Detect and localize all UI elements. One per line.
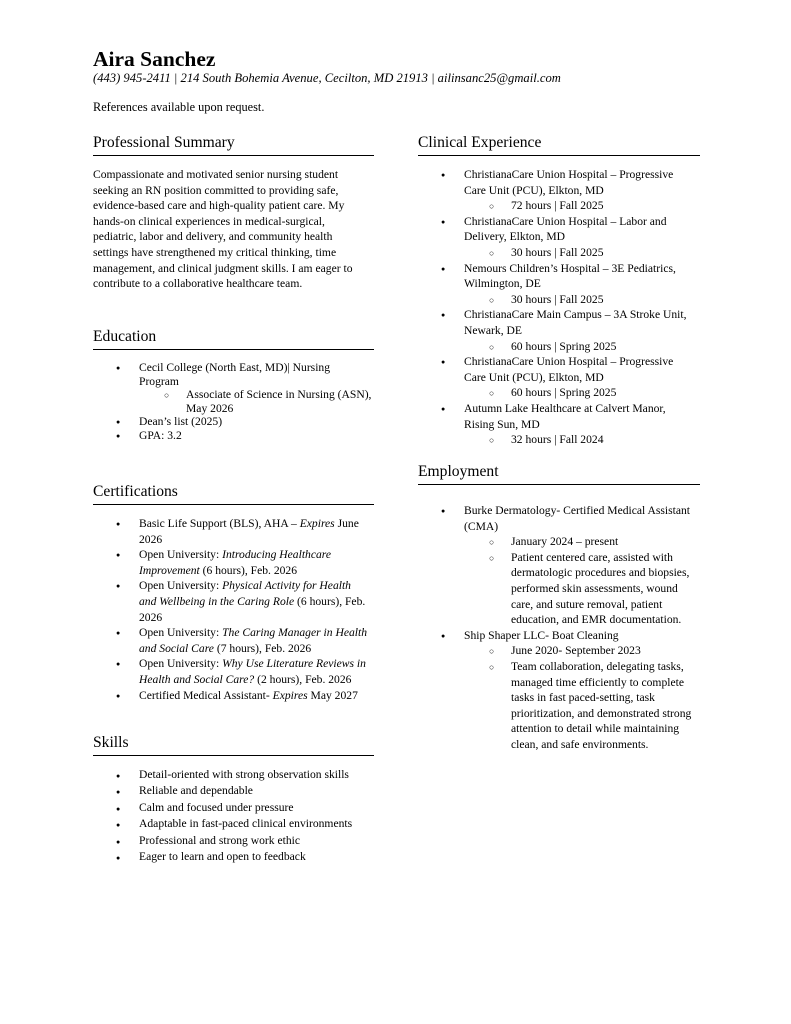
list-item — [93, 361, 374, 415]
clinical-hours: ○ 32 hours | Fall 2024 — [464, 432, 700, 448]
professional-summary-section — [93, 133, 374, 292]
skills-list — [93, 767, 374, 865]
skills-section — [93, 733, 374, 865]
list-item: ● Ship Shaper LLC- Boat Cleaning ○ June 2020- September 2023 ○ Team collaboration, delegating tasks, managed time efficiently to complete tasks in fast paced-setting, task prioritization, and demonstrated strong attention to detail while maintaining clean, and safe environments. — [418, 628, 700, 753]
school-line: Program — [139, 374, 179, 388]
education-section — [93, 327, 374, 443]
job-description: ○ Patient centered care, assisted with dermatologic procedures and biopsies, performed skin assessments, wound care, and suture removal, patient education, and EMR documentation. — [464, 550, 700, 628]
clinical-hours: ○ 60 hours | Spring 2025 — [464, 385, 700, 401]
list-item: ● ChristianaCare Union Hospital – Progressive Care Unit (PCU), Elkton, MD ○ 60 hours | Spring 2025 — [418, 354, 700, 401]
employment-section — [418, 462, 700, 753]
clinical-list — [418, 167, 700, 448]
education-list — [93, 361, 374, 443]
applicant-name: Aira Sanchez — [93, 47, 216, 71]
list-item: ● Calm and focused under pressure — [93, 800, 374, 816]
job-dates: ○ June 2020- September 2023 — [464, 643, 700, 659]
employment-list — [418, 503, 700, 753]
job-dates: ○ January 2024 – present — [464, 534, 700, 550]
list-item: ● GPA: 3.2 — [93, 429, 374, 443]
list-item: ● Dean’s list (2025) — [93, 415, 374, 429]
list-item: ● Certified Medical Assistant- Expires May 2027 — [93, 688, 374, 704]
list-item: ● ChristianaCare Union Hospital – Labor and Delivery, Elkton, MD ○ 30 hours | Fall 2025 — [418, 214, 700, 261]
clinical-hours: ○ 30 hours | Fall 2025 — [464, 245, 700, 261]
list-item: ● Open University: The Caring Manager in Health and Social Care (7 hours), Feb. 2026 — [93, 625, 374, 656]
clinical-experience-section — [418, 133, 700, 448]
certifications-list — [93, 516, 374, 703]
list-item: ● Open University: Introducing Healthcare Improvement (6 hours), Feb. 2026 — [93, 547, 374, 578]
list-item — [139, 388, 374, 415]
summary-line: contribute to a collaborative healthcare team. — [93, 277, 303, 291]
list-item: ● Reliable and dependable — [93, 783, 374, 799]
list-item: ● Adaptable in fast-paced clinical environments — [93, 816, 374, 832]
summary-line: pediatric, labor and delivery, and community health — [93, 230, 333, 244]
summary-line: hands-on clinical experiences in medical-surgical, — [93, 214, 325, 228]
contact-line: (443) 945-2411 | 214 South Bohemia Avenue, Cecilton, MD 21913 | ailinsanc25@gmail.com — [93, 71, 561, 85]
list-item: ● Autumn Lake Healthcare at Calvert Manor, Rising Sun, MD ○ 32 hours | Fall 2024 — [418, 401, 700, 448]
degree-line: Associate of Science in Nursing (ASN), — [186, 388, 372, 402]
section-title-clinical: Clinical Experience — [418, 133, 700, 156]
degree-list — [139, 388, 374, 415]
list-item: ● Professional and strong work ethic — [93, 833, 374, 849]
list-item: ● ChristianaCare Main Campus – 3A Stroke Unit, Newark, DE ○ 60 hours | Spring 2025 — [418, 307, 700, 354]
summary-line: management, and clinical judgment skills. I am eager to — [93, 261, 353, 275]
list-item: ● Open University: Physical Activity for Health and Wellbeing in the Caring Role (6 hours), Feb. 2026 — [93, 578, 374, 625]
list-item: ● Open University: Why Use Literature Reviews in Health and Social Care? (2 hours), Feb. 2026 — [93, 656, 374, 687]
summary-line: seeking an RN position committed to providing safe, — [93, 183, 339, 197]
list-item: ● Detail-oriented with strong observation skills — [93, 767, 374, 783]
clinical-hours: ○ 30 hours | Fall 2025 — [464, 292, 700, 308]
clinical-hours: ○ 72 hours | Fall 2025 — [464, 198, 700, 214]
section-title-skills: Skills — [93, 733, 374, 756]
list-item: ● ChristianaCare Union Hospital – Progressive Care Unit (PCU), Elkton, MD ○ 72 hours | Fall 2025 — [418, 167, 700, 214]
list-item: ● Basic Life Support (BLS), AHA – Expires June 2026 — [93, 516, 374, 547]
list-item: ● Eager to learn and open to feedback — [93, 849, 374, 865]
job-description: ○ Team collaboration, delegating tasks, managed time efficiently to complete tasks in fast paced-setting, task prioritization, and demonstrated strong attention to detail while maintaining clean, and safe environments. — [464, 659, 700, 753]
list-item: ● Nemours Children’s Hospital – 3E Pediatrics, Wilmington, DE ○ 30 hours | Fall 2025 — [418, 261, 700, 308]
school-line: Cecil College (North East, MD)| Nursing — [139, 361, 331, 374]
certifications-section — [93, 482, 374, 703]
summary-line: evidence-based care and high-quality patient care. My — [93, 199, 345, 213]
section-title-employment: Employment — [418, 462, 700, 485]
summary-line: settings have strengthened my critical thinking, time — [93, 245, 337, 259]
section-title-certifications: Certifications — [93, 482, 374, 505]
section-title-education: Education — [93, 327, 374, 350]
summary-line: Compassionate and motivated senior nursing student — [93, 168, 339, 181]
degree-line: May 2026 — [186, 401, 234, 415]
references-note: References available upon request. — [93, 100, 265, 114]
section-title-summary: Professional Summary — [93, 133, 374, 156]
summary-paragraph — [93, 167, 374, 292]
clinical-hours: ○ 60 hours | Spring 2025 — [464, 339, 700, 355]
list-item: ● Burke Dermatology- Certified Medical Assistant (CMA) ○ January 2024 – present ○ Patient centered care, assisted with dermatologic procedures and biopsies, performed skin assessments, wound care, and suture removal, patient education, and EMR documentation. — [418, 503, 700, 628]
